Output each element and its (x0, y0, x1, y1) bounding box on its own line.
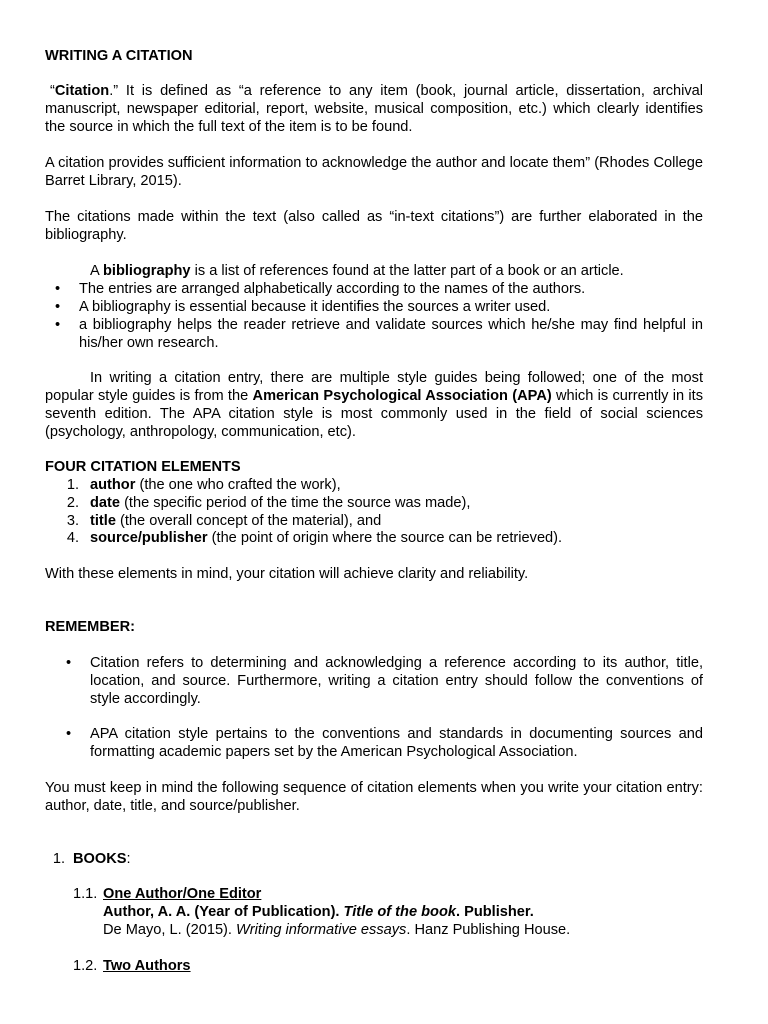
element-desc: (the overall concept of the material), and (115, 513, 382, 529)
subsection-number: 1.1. (73, 886, 98, 902)
element-desc: (the point of origin where the source can be retrieved). (207, 530, 563, 546)
citation-definition (45, 82, 703, 136)
subsection-number: 1.2. (73, 958, 98, 974)
section-number: 1. (52, 851, 65, 867)
bib-post: is a list of references found at the latter part of a book or an article. (190, 263, 624, 279)
element-term: date (90, 495, 121, 511)
list-number: 1. (66, 477, 79, 493)
list-item (90, 476, 341, 494)
list-number: 3. (66, 513, 79, 529)
list-number: 2. (66, 495, 79, 511)
books-label: BOOKS (73, 851, 127, 867)
citation-term: Citation (54, 83, 110, 99)
section-books (73, 850, 131, 868)
list-item: Citation refers to determining and acknowledging a reference according to its author, title, location, and source. Furthermore, writing a citation entry should follow the conventions of style accordingly. (90, 655, 703, 707)
bibliography-definition (45, 262, 703, 280)
format-publisher: . Publisher. (455, 904, 534, 920)
bullet-icon: • (55, 299, 61, 315)
format-title: Title of the book (343, 904, 456, 920)
list-number: 4. (66, 530, 79, 546)
apa-pre: In writing a citation entry, there are multiple style guides being followed; one of the most popular style guides is from the (45, 370, 703, 404)
list-item: a bibliography helps the reader retrieve and validate sources which he/she may find helpful in his/her own research. (79, 317, 703, 351)
paragraph-citation-info: A citation provides sufficient information to acknowledge the author and locate them” (Rhodes College Barret Library, 2015). (45, 155, 703, 189)
subsection-one-author: One Author/One Editor (103, 886, 262, 902)
example-author: De Mayo, L. (2015). (103, 922, 237, 938)
page-heading: WRITING A CITATION (45, 48, 193, 64)
definition-text: .” It is defined as “a reference to any item (book, journal article, dissertation, archival manuscript, newspaper editorial, report, website, musical composition, etc.) which clearly identifies the source in which the full text of the item is to be found. (45, 83, 703, 135)
remember-heading: REMEMBER: (45, 619, 135, 635)
element-term: source/publisher (90, 530, 208, 546)
apa-paragraph (45, 369, 703, 441)
element-desc: (the one who crafted the work), (135, 477, 341, 493)
subsection-two-authors: Two Authors (103, 958, 191, 974)
books-colon: : (126, 851, 131, 867)
list-item (90, 512, 381, 530)
apa-post: which is currently in its seventh edition. The APA citation style is most commonly used in the field of social sciences (psychology, anthropology, communication, etc). (45, 388, 703, 440)
open-quote: “ (50, 83, 55, 99)
element-term: title (90, 513, 116, 529)
apa-term: American Psychological Association (APA) (252, 388, 552, 404)
elements-summary: With these elements in mind, your citation will achieve clarity and reliability. (45, 566, 529, 582)
list-item (90, 529, 562, 547)
format-author: Author, A. A. (Year of Publication). (103, 904, 344, 920)
list-item: The entries are arranged alphabetically according to the names of the authors. (79, 281, 586, 297)
bibliography-term: bibliography (102, 263, 191, 279)
element-desc: (the specific period of the time the source was made), (120, 495, 471, 511)
bib-pre: A (90, 263, 103, 279)
format-line (103, 903, 534, 921)
list-item: APA citation style pertains to the conventions and standards in documenting sources and formatting academic papers set by the American Psychological Association. (90, 726, 703, 760)
bullet-icon: • (66, 726, 72, 742)
elements-heading: FOUR CITATION ELEMENTS (45, 459, 241, 475)
element-term: author (90, 477, 136, 493)
bullet-icon: • (55, 317, 61, 333)
example-publisher: . Hanz Publishing House. (406, 922, 571, 938)
sequence-paragraph: You must keep in mind the following sequence of citation elements when you write your citation entry: author, date, title, and source/publisher. (45, 780, 703, 814)
bullet-icon: • (55, 281, 61, 297)
paragraph-in-text: The citations made within the text (also called as “in-text citations”) are further elaborated in the bibliography. (45, 209, 703, 243)
example-title: Writing informative essays (236, 922, 407, 938)
example-line (103, 921, 570, 939)
list-item (90, 494, 470, 512)
bullet-icon: • (66, 655, 72, 671)
list-item: A bibliography is essential because it identifies the sources a writer used. (79, 299, 551, 315)
